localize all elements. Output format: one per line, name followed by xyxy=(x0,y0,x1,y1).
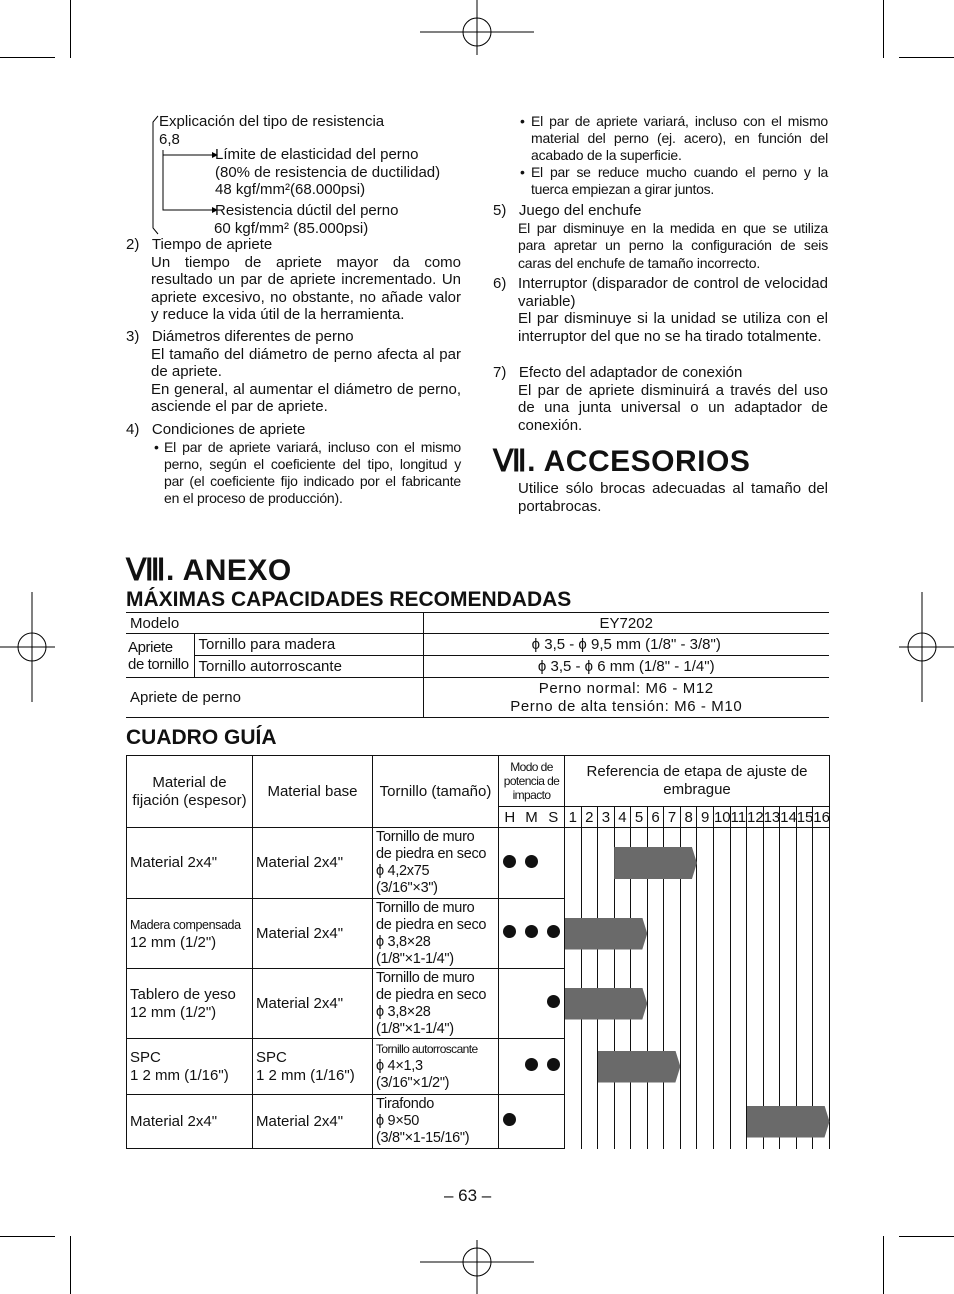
auto-label: Tornillo autorroscante xyxy=(194,656,423,678)
mode-dot-icon xyxy=(503,1113,516,1126)
material-line: Material 2x4" xyxy=(130,1112,218,1130)
step-cell xyxy=(730,1039,747,1095)
section-title-anexo: Ⅷ. ANEXO xyxy=(126,554,292,587)
base-line: SPC xyxy=(256,1048,287,1066)
material-line: 12 mm (1/2") xyxy=(130,933,217,951)
material-line: 1 2 mm (1/16") xyxy=(130,1066,229,1084)
header-base: Material base xyxy=(253,756,373,828)
tornillo-line: ϕ 9×50 xyxy=(376,1113,420,1129)
mode-dot-icon xyxy=(503,855,516,868)
cell-tornillo xyxy=(373,828,499,899)
step-cell xyxy=(697,969,714,1039)
table-row xyxy=(127,969,830,1039)
step-cell xyxy=(565,1039,582,1095)
step-header: 12 xyxy=(747,808,764,826)
explanation-block xyxy=(159,113,469,148)
step-cell xyxy=(631,1095,648,1149)
step-cell xyxy=(747,899,764,969)
mode-dot-icon xyxy=(525,1058,538,1071)
base-line: 1 2 mm (1/16") xyxy=(256,1066,355,1084)
item-number: 6) xyxy=(493,275,507,292)
mode-cell xyxy=(543,899,565,969)
bullet-icon: • xyxy=(520,113,525,129)
mode-header-s: S xyxy=(543,807,565,828)
perno-label: Apriete de perno xyxy=(126,678,423,718)
step-header: 9 xyxy=(697,807,714,828)
tornillo-line: (3/16"×3") xyxy=(376,880,438,896)
material-line: Madera compensada xyxy=(130,917,241,932)
step-cell xyxy=(763,899,780,969)
bullet-icon: • xyxy=(154,438,159,455)
mode-cell xyxy=(543,828,565,899)
tornillo-line: Tornillo de muro xyxy=(376,899,475,916)
page-number: – 63 – xyxy=(444,1186,492,1205)
mode-cell xyxy=(499,969,521,1039)
step-cell xyxy=(697,1095,714,1149)
header-modo: Modo de potencia de impacto xyxy=(499,756,565,807)
section-title-accesorios: Ⅶ. ACCESORIOS xyxy=(493,445,751,478)
cell-base xyxy=(253,1095,373,1149)
table-row xyxy=(127,899,830,969)
step-cell xyxy=(614,1095,631,1149)
base-line: Material 2x4" xyxy=(256,1112,344,1130)
tornillo-line: Tornillo de muro xyxy=(376,829,475,845)
step-cell xyxy=(581,1039,598,1095)
step-cell xyxy=(747,828,764,899)
tornillo-line: (1/8"×1-1/4") xyxy=(376,950,454,967)
ductile-line: 60 kgf/mm² (85.000psi) xyxy=(214,219,369,237)
cell-tornillo xyxy=(373,969,499,1039)
cell-base xyxy=(253,1039,373,1095)
step-cell xyxy=(763,828,780,899)
ductile-strength xyxy=(215,202,475,237)
madera-value: ϕ 3,5 - ϕ 9,5 mm (1/8" - 3/8") xyxy=(423,634,829,656)
cell-tornillo xyxy=(373,899,499,969)
mode-cell xyxy=(543,1039,565,1095)
material-line: Material 2x4" xyxy=(130,854,218,871)
header-tornillo: Tornillo (tamaño) xyxy=(373,756,499,828)
step-header: 8 xyxy=(680,807,697,828)
step-cell xyxy=(730,1095,747,1149)
step-cell xyxy=(680,1039,697,1095)
item-body: El tamaño del diámetro de perno afecta al par de apriete. xyxy=(151,345,461,380)
item-number: 5) xyxy=(493,202,507,219)
item-number: 3) xyxy=(126,328,140,345)
step-header: 11 xyxy=(730,808,747,826)
table-row xyxy=(127,1095,830,1149)
cell-material xyxy=(127,969,253,1039)
mode-cell xyxy=(543,969,565,1039)
item-3 xyxy=(126,328,461,416)
step-cell xyxy=(713,1039,730,1095)
step-header: 16 xyxy=(813,808,830,826)
step-cell xyxy=(796,1039,813,1095)
step-cell xyxy=(813,969,830,1039)
elastic-line: Límite de elasticidad del perno xyxy=(215,146,419,163)
item-number: 2) xyxy=(126,236,140,253)
cell-base xyxy=(253,828,373,899)
step-cell xyxy=(680,969,697,1039)
step-header: 6 xyxy=(647,807,664,828)
item-title: Juego del enchufe xyxy=(518,202,642,219)
cell-material xyxy=(127,1039,253,1095)
mode-dot-icon xyxy=(547,995,560,1008)
item-title: Interruptor (disparador de control de velocidad variable) xyxy=(518,275,828,310)
clutch-range-arrow xyxy=(565,988,648,1020)
cuadro-title: CUADRO GUÍA xyxy=(126,726,277,749)
clutch-range-arrow xyxy=(747,1106,830,1138)
step-cell xyxy=(730,899,747,969)
mode-dot-icon xyxy=(547,1058,560,1071)
item-body: En general, al aumentar el diámetro de perno, asciende el par de apriete. xyxy=(151,380,461,415)
right-bullets xyxy=(520,113,828,198)
perno-value-normal: Perno normal: M6 - M12 xyxy=(538,679,714,697)
tornillo-line: ϕ 3,8×28 xyxy=(376,933,431,950)
step-cell xyxy=(697,828,714,899)
step-cell xyxy=(647,969,664,1039)
item-2 xyxy=(126,236,461,324)
step-cell xyxy=(730,828,747,899)
material-line: Tablero de yeso xyxy=(130,985,236,1003)
item-4 xyxy=(126,421,461,507)
step-cell xyxy=(813,828,830,899)
modelo-label: Modelo xyxy=(126,613,423,634)
base-line: Material 2x4" xyxy=(256,854,344,871)
step-cell xyxy=(747,969,764,1039)
mode-cell xyxy=(543,1095,565,1149)
material-line: 12 mm (1/2") xyxy=(130,1003,217,1021)
step-header: 7 xyxy=(664,807,681,828)
step-cell xyxy=(565,828,582,899)
mode-cell xyxy=(521,828,543,899)
step-cell xyxy=(647,899,664,969)
item-6 xyxy=(493,275,828,345)
cell-material xyxy=(127,828,253,899)
clutch-range-arrow xyxy=(565,918,648,950)
mode-cell xyxy=(499,828,521,899)
step-cell xyxy=(796,899,813,969)
table-row xyxy=(127,1039,830,1095)
item-5 xyxy=(493,202,828,272)
item-title: Condiciones de apriete xyxy=(151,421,306,438)
elastic-limit xyxy=(215,146,475,199)
step-cell xyxy=(713,828,730,899)
item-number: 7) xyxy=(493,364,507,381)
base-line: Material 2x4" xyxy=(256,924,344,942)
tornillo-line: ϕ 4×1,3 xyxy=(376,1058,423,1074)
mode-dot-icon xyxy=(547,925,560,938)
step-header: 15 xyxy=(796,808,814,826)
mode-cell xyxy=(499,1095,521,1149)
step-cell xyxy=(647,1095,664,1149)
maximas-title: MÁXIMAS CAPACIDADES RECOMENDADAS xyxy=(126,588,572,611)
bullet-icon: • xyxy=(520,164,525,180)
step-cell xyxy=(680,1095,697,1149)
step-cell xyxy=(813,899,830,969)
tornillo-line: (3/16"×1/2") xyxy=(376,1075,450,1091)
mode-header-h: H xyxy=(499,807,521,828)
step-cell xyxy=(598,828,615,899)
step-header: 13 xyxy=(763,808,781,826)
mode-cell xyxy=(521,1095,543,1149)
tornillo-line: de piedra en seco xyxy=(376,986,487,1003)
cell-base xyxy=(253,969,373,1039)
item-body: El par de apriete disminuirá a través del uso de una junta universal o un adaptador de conexión. xyxy=(518,381,828,434)
step-cell xyxy=(813,1039,830,1095)
perno-value-alta: Perno de alta tensión: M6 - M10 xyxy=(510,697,743,715)
table-row xyxy=(127,828,830,899)
elastic-line: 48 kgf/mm²(68.000psi) xyxy=(215,181,366,198)
tornillo-line: de piedra en seco xyxy=(376,916,487,933)
step-header: 14 xyxy=(780,808,797,826)
material-line: SPC xyxy=(130,1048,161,1066)
step-header: 5 xyxy=(631,807,648,828)
step-cell xyxy=(565,1095,582,1149)
step-cell xyxy=(713,1095,730,1149)
clutch-range-arrow xyxy=(614,847,697,879)
mode-cell xyxy=(521,899,543,969)
item-title: Diámetros diferentes de perno xyxy=(151,328,354,345)
mode-header-m: M xyxy=(521,807,543,828)
step-cell xyxy=(763,1039,780,1095)
mode-cell xyxy=(499,899,521,969)
step-cell xyxy=(780,969,797,1039)
step-cell xyxy=(664,1095,681,1149)
apriete-label: Apriete de tornillo xyxy=(126,634,194,678)
tornillo-line: Tornillo autorroscante xyxy=(376,1042,478,1056)
elastic-line: (80% de resistencia de ductilidad) xyxy=(215,163,441,181)
item-bullet: El par de apriete variará, incluso con el mismo perno, según el coeficiente del tipo, longitud y par (el coeficiente fijo indicado por el fabricante en el proceso de producción). xyxy=(164,438,461,506)
mode-cell xyxy=(521,969,543,1039)
step-cell xyxy=(763,969,780,1039)
step-cell xyxy=(713,899,730,969)
step-cell xyxy=(747,1039,764,1095)
tornillo-line: ϕ 3,8×28 xyxy=(376,1003,431,1020)
perno-value xyxy=(423,678,829,718)
ductile-line: Resistencia dúctil del perno xyxy=(215,202,399,219)
step-cell xyxy=(581,1095,598,1149)
cell-material xyxy=(127,1095,253,1149)
step-header: 1 xyxy=(565,807,582,828)
tornillo-line: Tirafondo xyxy=(376,1096,435,1112)
mode-dot-icon xyxy=(503,925,516,938)
step-cell xyxy=(581,828,598,899)
step-header: 2 xyxy=(581,807,598,828)
tornillo-line: ϕ 4,2x75 xyxy=(376,863,430,879)
item-bullet: El par se reduce mucho cuando el perno y la tuerca empiezan a girar juntos. xyxy=(531,164,828,197)
item-title: Tiempo de apriete xyxy=(151,236,273,253)
maximas-table xyxy=(126,612,829,718)
auto-value: ϕ 3,5 - ϕ 6 mm (1/8" - 1/4") xyxy=(423,656,829,678)
step-cell xyxy=(780,828,797,899)
item-body: El par disminuye en la medida en que se utiliza para apretar un perno la configuración de seis caras del enchufe de tamaño incorrecto. xyxy=(518,219,828,271)
step-cell xyxy=(664,969,681,1039)
base-line: Material 2x4" xyxy=(256,994,344,1012)
item-number: 4) xyxy=(126,421,140,438)
tornillo-line: (1/8"×1-1/4") xyxy=(376,1020,454,1037)
step-cell xyxy=(780,899,797,969)
step-cell xyxy=(713,969,730,1039)
header-referencia: Referencia de etapa de ajuste de embrague xyxy=(565,756,830,807)
modelo-value: EY7202 xyxy=(423,613,829,634)
item-bullet: El par de apriete variará, incluso con el mismo material del perno (ej. acero), en función del acabado de la superficie. xyxy=(531,113,828,163)
madera-label: Tornillo para madera xyxy=(194,634,423,656)
cell-base xyxy=(253,899,373,969)
step-cell xyxy=(680,899,697,969)
cell-tornillo xyxy=(373,1095,499,1149)
accesorios-body: Utilice sólo brocas adecuadas al tamaño del portabrocas. xyxy=(518,480,828,515)
step-cell xyxy=(697,1039,714,1095)
step-header: 3 xyxy=(598,807,615,828)
item-7 xyxy=(493,364,828,434)
tornillo-line: (3/8"×1-15/16") xyxy=(376,1130,470,1146)
step-cell xyxy=(730,969,747,1039)
explanation-code: 6,8 xyxy=(159,130,180,148)
cuadro-table xyxy=(126,755,830,1149)
mode-cell xyxy=(499,1039,521,1095)
header-material: Material de fijación (espesor) xyxy=(127,756,253,828)
item-body: Un tiempo de apriete mayor da como resultado un par de apriete incrementado. Un apriete excesivo, no obstante, no añade valor y reduce la vida útil de la herramienta. xyxy=(151,253,461,323)
step-header: 4 xyxy=(614,807,631,828)
step-cell xyxy=(664,899,681,969)
item-title: Efecto del adaptador de conexión xyxy=(518,364,743,381)
mode-dot-icon xyxy=(525,925,538,938)
step-cell xyxy=(697,899,714,969)
step-cell xyxy=(796,828,813,899)
tornillo-line: de piedra en seco xyxy=(376,846,487,862)
step-header: 10 xyxy=(713,808,731,826)
cell-material xyxy=(127,899,253,969)
tornillo-line: Tornillo de muro xyxy=(376,969,475,986)
step-cell xyxy=(780,1039,797,1095)
mode-cell xyxy=(521,1039,543,1095)
item-body: El par disminuye si la unidad se utiliza con el interruptor del que no se ha tirado totalmente. xyxy=(518,310,828,345)
cell-tornillo xyxy=(373,1039,499,1095)
step-cell xyxy=(796,969,813,1039)
clutch-range-arrow xyxy=(598,1051,681,1083)
step-cell xyxy=(598,1095,615,1149)
explanation-title: Explicación del tipo de resistencia xyxy=(159,113,385,130)
mode-dot-icon xyxy=(525,855,538,868)
